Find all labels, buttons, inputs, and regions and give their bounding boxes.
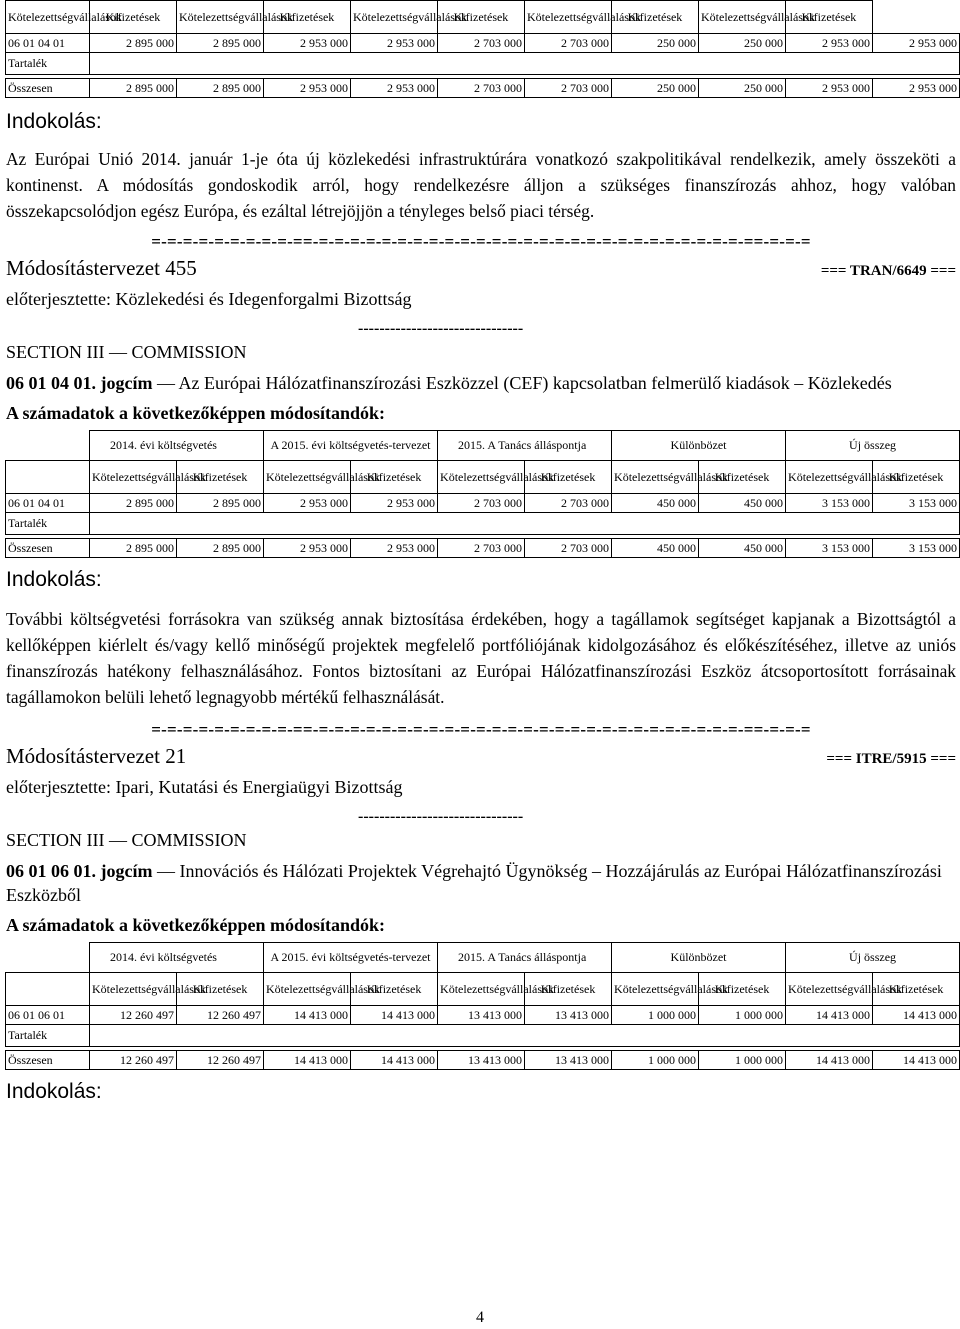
cell: 450 000 [699, 539, 786, 558]
empty-cell [6, 461, 90, 494]
cell: 2 895 000 [177, 79, 264, 98]
budget-line-title: — Az Európai Hálózatfinanszírozási Eszközzel (CEF) kapcsolatban felmerülő kiadások – Közlekedés [152, 373, 892, 393]
cell: 2 703 000 [438, 539, 525, 558]
reserve-label: Tartalék [6, 513, 90, 535]
cell: 2 953 000 [264, 539, 351, 558]
budget-line-title: — Innovációs és Hálózati Projektek Végrehajtó Ügynökség – Hozzájárulás az Európai Hálózatfinanszírozási Eszközből [6, 861, 942, 905]
table-row [6, 34, 960, 53]
cell: 12 260 497 [177, 1006, 264, 1025]
cell: 1 000 000 [699, 1051, 786, 1070]
cell: 3 153 000 [786, 494, 873, 513]
justification-text: További költségvetési forrásokra van szükség annak biztosítása érdekében, hogy a tagállamok segítséget kapjanak a Bizottságtól a kellőképpen kiérlelt és/vagy kellő minőségű projektek megfelelő portfóliójának kidolgozásához és előkészítéséhez, illetve az uniós finanszírozás hatékony felhasználásához. Fontos biztosítani az Európai Hálózatfinanszírozási Eszköz átcsoportosított forrásainak tagállamokon belüli lehető legnagyobb mértékű felhasználását. [6, 609, 956, 707]
header-payment: Kifizetések [699, 461, 786, 494]
header-commitment: Kötelezettségvállalások [351, 1, 438, 34]
cell: 1 000 000 [699, 1006, 786, 1025]
group-header-row [6, 431, 960, 461]
cell [90, 53, 960, 75]
cell: 3 153 000 [873, 539, 960, 558]
cell: 2 895 000 [90, 539, 177, 558]
budget-table-21 [5, 942, 960, 1070]
row-code: 06 01 06 01 [6, 1006, 90, 1025]
table-row [6, 1006, 960, 1025]
cell: 2 895 000 [90, 34, 177, 53]
header-commitment: Kötelezettségvállalások [264, 973, 351, 1006]
cell: 2 953 000 [873, 79, 960, 98]
submitter: előterjesztette: Ipari, Kutatási és Energiaügyi Bizottság [6, 777, 403, 797]
cell: 450 000 [699, 494, 786, 513]
cell: 14 413 000 [264, 1051, 351, 1070]
cell: 250 000 [612, 34, 699, 53]
header-commitment: Kötelezettségvállalások [438, 461, 525, 494]
header-commitment: Kötelezettségvállalások [786, 973, 873, 1006]
budget-table-top [5, 0, 960, 98]
header-payment: Kifizetések [351, 461, 438, 494]
cell: 2 953 000 [264, 79, 351, 98]
cell: 250 000 [612, 79, 699, 98]
section-label: SECTION III — COMMISSION [6, 830, 247, 850]
amendment-455-header [6, 256, 956, 281]
total-row [6, 539, 960, 558]
header-draft-2015: A 2015. évi költségvetés-tervezet [264, 943, 438, 973]
cell: 2 953 000 [351, 79, 438, 98]
header-commitment: Kötelezettségvállalások [177, 1, 264, 34]
header-budget-2014: 2014. évi költségvetés [90, 431, 264, 461]
column-header-row [6, 1, 960, 34]
table-row [6, 494, 960, 513]
budget-table-455 [5, 430, 960, 558]
cell [90, 1025, 960, 1047]
header-payment: Kifizetések [786, 1, 873, 34]
changes-label: A számadatok a következőképpen módosítandók: [6, 403, 386, 423]
separator: =-=-=-=-=-=-=-=-=-==-=-=-=-=-=-=-=-=-=-=-=-=-=-=-=-=-=-=-=-=-=-=-=-=-=-=-=-==-=-=-= [151, 232, 811, 251]
cell: 14 413 000 [873, 1006, 960, 1025]
cell: 2 953 000 [264, 494, 351, 513]
header-payment: Kifizetések [90, 1, 177, 34]
cell: 12 260 497 [90, 1051, 177, 1070]
cell: 1 000 000 [612, 1051, 699, 1070]
header-payment: Kifizetések [525, 973, 612, 1006]
amendment-reference: === TRAN/6649 === [820, 263, 956, 279]
total-label: Összesen [6, 79, 90, 98]
column-header-row [6, 461, 960, 494]
group-header-row [6, 943, 960, 973]
empty-cell [6, 943, 90, 973]
header-payment: Kifizetések [177, 973, 264, 1006]
reserve-label: Tartalék [6, 53, 90, 75]
header-budget-2014: 2014. évi költségvetés [90, 943, 264, 973]
cell: 14 413 000 [264, 1006, 351, 1025]
amendment-21-header [6, 744, 956, 769]
empty-cell [6, 431, 90, 461]
cell: 2 703 000 [525, 79, 612, 98]
separator: =-=-=-=-=-=-=-=-=-==-=-=-=-=-=-=-=-=-=-=-=-=-=-=-=-=-=-=-=-=-=-=-=-=-=-=-=-==-=-=-= [151, 720, 811, 739]
total-label: Összesen [6, 539, 90, 558]
cell: 14 413 000 [786, 1006, 873, 1025]
cell: 2 895 000 [177, 34, 264, 53]
section-label: SECTION III — COMMISSION [6, 342, 247, 362]
cell: 2 953 000 [786, 79, 873, 98]
changes-label: A számadatok a következőképpen módosítandók: [6, 915, 386, 935]
total-label: Összesen [6, 1051, 90, 1070]
header-commitment: Kötelezettségvállalások [612, 461, 699, 494]
cell: 2 895 000 [177, 494, 264, 513]
cell: 2 703 000 [525, 539, 612, 558]
reserve-row [6, 513, 960, 535]
header-commitment: Kötelezettségvállalások [438, 973, 525, 1006]
cell: 1 000 000 [612, 1006, 699, 1025]
cell: 12 260 497 [177, 1051, 264, 1070]
cell: 450 000 [612, 539, 699, 558]
reserve-row [6, 1025, 960, 1047]
reserve-label: Tartalék [6, 1025, 90, 1047]
header-payment: Kifizetések [699, 973, 786, 1006]
cell: 2 953 000 [786, 34, 873, 53]
cell: 13 413 000 [438, 1051, 525, 1070]
reserve-row [6, 53, 960, 75]
justification-label: Indokolás: [6, 110, 102, 133]
empty-cell [6, 973, 90, 1006]
cell: 2 953 000 [351, 539, 438, 558]
cell: 3 153 000 [786, 539, 873, 558]
header-new-amount: Új összeg [786, 431, 960, 461]
budget-line-heading [6, 859, 956, 907]
header-commitment: Kötelezettségvállalások [90, 973, 177, 1006]
cell [90, 513, 960, 535]
header-council-2015: 2015. A Tanács álláspontja [438, 943, 612, 973]
header-new-amount: Új összeg [786, 943, 960, 973]
header-payment: Kifizetések [177, 461, 264, 494]
header-commitment: Kötelezettségvállalások [612, 973, 699, 1006]
cell: 13 413 000 [525, 1051, 612, 1070]
header-payment: Kifizetések [612, 1, 699, 34]
cell: 2 703 000 [525, 494, 612, 513]
budget-line-code: 06 01 06 01. jogcím [6, 861, 153, 881]
page-number: 4 [476, 1309, 484, 1326]
budget-line-code: 06 01 04 01. jogcím [6, 373, 153, 393]
cell: 2 953 000 [351, 34, 438, 53]
amendment-title: Módosítástervezet 455 [6, 256, 197, 280]
header-payment: Kifizetések [264, 1, 351, 34]
header-payment: Kifizetések [873, 973, 960, 1006]
header-commitment: Kötelezettségvállalások [699, 1, 786, 34]
row-code: 06 01 04 01 [6, 34, 90, 53]
header-difference: Különbözet [612, 431, 786, 461]
header-council-2015: 2015. A Tanács álláspontja [438, 431, 612, 461]
header-difference: Különbözet [612, 943, 786, 973]
header-payment: Kifizetések [525, 461, 612, 494]
cell: 2 895 000 [177, 539, 264, 558]
cell: 2 895 000 [90, 494, 177, 513]
budget-line-heading [6, 371, 956, 395]
document-page [6, 0, 958, 1326]
dash-line: ------------------------------- [358, 808, 524, 825]
cell: 13 413 000 [525, 1006, 612, 1025]
cell: 14 413 000 [786, 1051, 873, 1070]
header-payment: Kifizetések [438, 1, 525, 34]
cell: 2 703 000 [438, 34, 525, 53]
header-commitment: Kötelezettségvállalások [90, 461, 177, 494]
cell: 3 153 000 [873, 494, 960, 513]
dash-line: ------------------------------- [358, 320, 524, 337]
total-row [6, 1051, 960, 1070]
row-code: 06 01 04 01 [6, 494, 90, 513]
cell: 2 953 000 [351, 494, 438, 513]
header-commitment: Kötelezettségvállalások [525, 1, 612, 34]
header-commitment: Kötelezettségvállalások [264, 461, 351, 494]
justification-text: Az Európai Unió 2014. január 1-je óta új közlekedési infrastruktúrára vonatkozó szakpolitikával rendelkezik, amely összeköti a kontinenst. A módosítás gondoskodik arról, hogy rendelkezésre álljon a szükséges finanszírozás ahhoz, hogy valóban összekapcsolódjon egész Európa, és ezáltal létrejöjjön a tényleges belső piaci térség. [6, 149, 956, 221]
header-commitment: Kötelezettségvállalások [786, 461, 873, 494]
cell: 14 413 000 [351, 1006, 438, 1025]
cell: 2 953 000 [264, 34, 351, 53]
cell: 14 413 000 [873, 1051, 960, 1070]
submitter: előterjesztette: Közlekedési és Idegenforgalmi Bizottság [6, 289, 412, 309]
cell: 2 953 000 [873, 34, 960, 53]
justification-label: Indokolás: [6, 568, 102, 591]
cell: 2 703 000 [438, 494, 525, 513]
header-payment: Kifizetések [873, 461, 960, 494]
header-commitment: Kötelezettségvállalások [6, 1, 90, 34]
column-header-row [6, 973, 960, 1006]
cell: 2 895 000 [90, 79, 177, 98]
cell: 2 703 000 [525, 34, 612, 53]
cell: 14 413 000 [351, 1051, 438, 1070]
header-draft-2015: A 2015. évi költségvetés-tervezet [264, 431, 438, 461]
total-row [6, 79, 960, 98]
header-payment: Kifizetések [351, 973, 438, 1006]
cell: 450 000 [612, 494, 699, 513]
justification-label: Indokolás: [6, 1080, 102, 1103]
cell: 250 000 [699, 79, 786, 98]
cell: 12 260 497 [90, 1006, 177, 1025]
cell: 250 000 [699, 34, 786, 53]
amendment-reference: === ITRE/5915 === [826, 751, 956, 767]
amendment-title: Módosítástervezet 21 [6, 744, 187, 768]
cell: 13 413 000 [438, 1006, 525, 1025]
cell: 2 703 000 [438, 79, 525, 98]
